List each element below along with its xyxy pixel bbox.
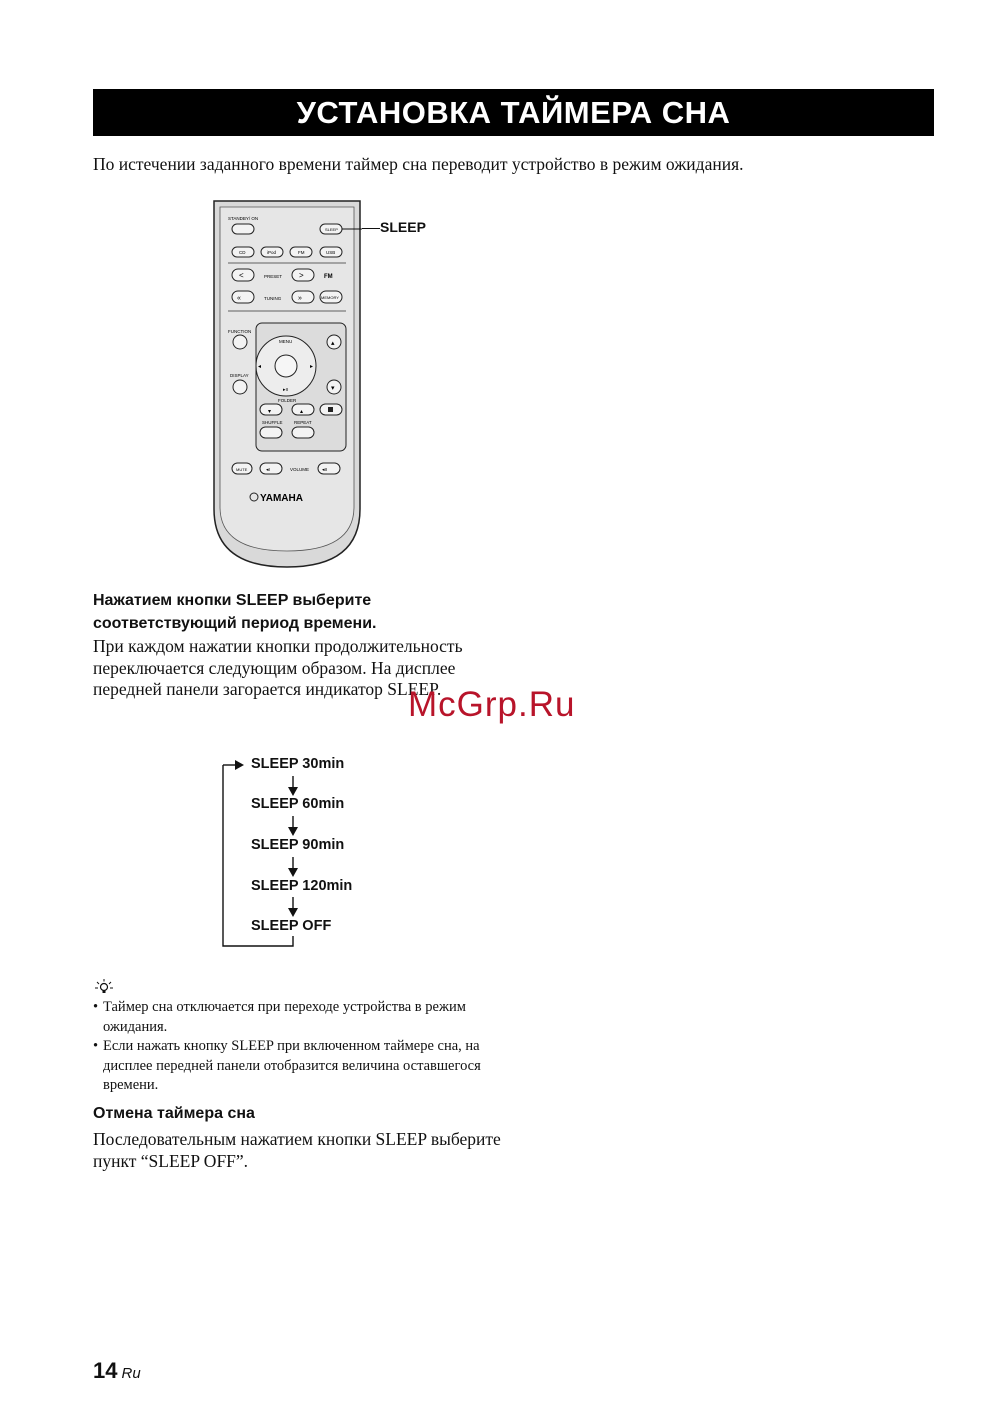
- page-title: УСТАНОВКА ТАЙМЕРА СНА: [93, 89, 934, 136]
- sleep-cycle-diagram: [220, 750, 440, 950]
- shuffle-label: SHUFFLE: [262, 420, 283, 425]
- down-arrow-3: [288, 857, 298, 877]
- flow-sleep-90: SLEEP 90min: [251, 837, 345, 853]
- repeat-button: [292, 427, 314, 438]
- flow-sleep-30: SLEEP 30min: [251, 756, 345, 772]
- display-label: DISPLAY: [230, 373, 249, 378]
- down-arrow-1: [288, 776, 298, 796]
- watermark: McGrp.Ru: [408, 685, 576, 724]
- tuning-up-button: [292, 291, 314, 303]
- remote-control-illustration: [212, 199, 362, 569]
- svg-text:▸: ▸: [310, 364, 314, 370]
- svg-text:◂: ◂: [258, 364, 262, 370]
- svg-text:«: «: [237, 295, 241, 302]
- step-heading-line1: Нажатием кнопки SLEEP выберите: [93, 592, 372, 609]
- volume-down-button: [260, 463, 282, 474]
- fm-label: FM: [324, 274, 333, 280]
- enter-button: [275, 355, 297, 377]
- volume-label: VOLUME: [290, 467, 310, 472]
- down-arrow-4: [288, 897, 298, 917]
- step-heading: [93, 589, 513, 635]
- step-heading-line2: соответствующий период времени.: [93, 615, 377, 632]
- callout-leader-line: [362, 228, 380, 229]
- tip-item: • Если нажать кнопку SLEEP при включенном таймере сна, на дисплее передней панели отобразится величина оставшегося времени.: [93, 1037, 513, 1096]
- page-language: Ru: [121, 1365, 141, 1382]
- svg-text:»: »: [298, 295, 302, 302]
- display-button: [233, 380, 247, 394]
- standby-button: [232, 224, 254, 234]
- folder-label: FOLDER: [278, 398, 297, 403]
- preset-label: PRESET: [264, 274, 283, 279]
- page-number-value: 14: [93, 1358, 118, 1383]
- memory-label: MEMORY: [321, 295, 339, 300]
- flow-sleep-off: SLEEP OFF: [251, 918, 332, 934]
- ipod-label: iPod: [267, 250, 277, 255]
- step-description: При каждом нажатии кнопки продолжительность переключается следующим образом. На дисплее передней панели загорается индикатор SLEEP.: [93, 636, 463, 699]
- svg-text:>: >: [299, 271, 304, 280]
- svg-text:▴: ▴: [300, 409, 304, 415]
- tuning-label: TUNING: [264, 296, 282, 301]
- function-label: FUNCTION: [228, 329, 252, 334]
- svg-text:▴: ▴: [331, 340, 335, 347]
- menu-label: MENU: [279, 339, 293, 344]
- svg-text:◂ı: ◂ı: [266, 467, 270, 473]
- mute-label: MUTE: [236, 467, 248, 472]
- tip-lightbulb-icon: [93, 978, 115, 996]
- repeat-label: REPEAT: [294, 420, 312, 425]
- svg-text:▸ıı: ▸ıı: [283, 387, 289, 393]
- svg-text:▾: ▾: [331, 385, 335, 392]
- svg-text:▾: ▾: [268, 409, 272, 415]
- page-number: [93, 1358, 141, 1384]
- svg-text:◂ıı: ◂ıı: [322, 467, 328, 473]
- tuning-down-button: [232, 291, 254, 303]
- usb-label: USB: [326, 250, 336, 255]
- brand-logo: YAMAHA: [260, 493, 303, 504]
- shuffle-button: [260, 427, 282, 438]
- down-arrow-2: [288, 816, 298, 836]
- flow-sleep-60: SLEEP 60min: [251, 796, 345, 812]
- standby-label: STANDBY/ ON: [228, 216, 259, 221]
- svg-text:<: <: [239, 271, 244, 280]
- tips-list: [93, 998, 513, 1096]
- cancel-heading: Отмена таймера сна: [93, 1105, 255, 1122]
- flow-sleep-120: SLEEP 120min: [251, 878, 353, 894]
- cd-label: CD: [239, 250, 246, 255]
- fm-key-label: FM: [298, 250, 305, 255]
- function-button: [233, 335, 247, 349]
- sleep-key-label: SLEEP: [325, 227, 338, 232]
- tip-item: • Таймер сна отключается при переходе устройства в режим ожидания.: [93, 998, 513, 1037]
- sleep-callout-label: SLEEP: [380, 219, 426, 235]
- intro-text: По истечении заданного времени таймер сна переводит устройство в режим ожидания.: [93, 154, 744, 174]
- cancel-description: Последовательным нажатием кнопки SLEEP выберите пункт “SLEEP OFF”.: [93, 1129, 501, 1171]
